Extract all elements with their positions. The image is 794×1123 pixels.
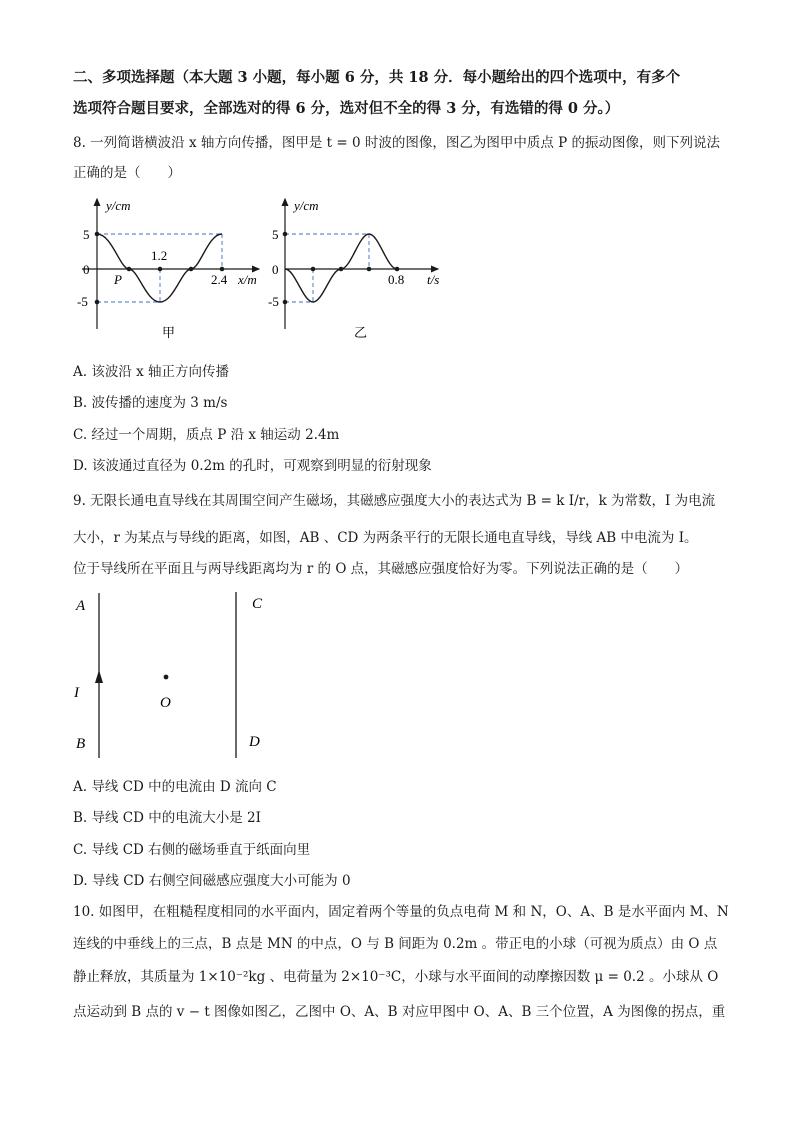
fig-right-tick-m5: -5 [268, 294, 279, 309]
fig-right-tick-0: 0 [272, 262, 279, 277]
q9-option-a: A. 导线 CD 中的电流由 D 流向 C [73, 779, 277, 795]
fig-right-tick-5: 5 [272, 227, 279, 242]
fig-left-label-P: P [114, 272, 122, 287]
q8-stem-line2: 正确的是（ ） [73, 165, 181, 181]
section-heading-line1: 二、多项选择题（本大题 3 小题，每小题 6 分，共 18 分．每小题给出的四个选项中，有多个 [73, 69, 681, 86]
section-heading-line2: 选项符合题目要求，全部选对的得 6 分，选对但不全的得 3 分，有选错的得 0 分。） [73, 100, 620, 117]
fig-left-label-1-2: 1.2 [151, 248, 168, 263]
q9-option-d: D. 导线 CD 右侧空间磁感应强度大小可能为 0 [73, 873, 351, 889]
label-I: I [74, 685, 79, 701]
q8-stem-line1: 8. 一列简谐横波沿 x 轴方向传播，图甲是 t = 0 时波的图像，图乙为图甲中质点 P 的振动图像，则下列说法 [73, 135, 721, 151]
fig-left-tick-0: 0 [83, 262, 90, 277]
fig-left-caption: 甲 [162, 325, 176, 340]
label-B: B [76, 736, 86, 752]
q9-option-c: C. 导线 CD 右侧的磁场垂直于纸面向里 [73, 842, 311, 858]
q9-wires-figure [70, 588, 290, 760]
q10-line4: 点运动到 B 点的 v − t 图像如图乙，乙图中 O、A、B 对应甲图中 O、A、B 三个位置，A 为图像的拐点，重 [73, 1004, 726, 1020]
fig-left-tick-m5: -5 [77, 294, 88, 309]
q8-option-d: D. 该波通过直径为 0.2m 的孔时，可观察到明显的衍射现象 [73, 458, 432, 474]
label-A: A [76, 598, 86, 614]
label-D: D [249, 734, 260, 750]
fig-left-xlabel: x/m [238, 272, 257, 287]
fig-left-tick-5: 5 [83, 227, 90, 242]
label-C: C [252, 596, 263, 612]
fig-left-ylabel: y/cm [106, 198, 131, 213]
q8-option-c: C. 经过一个周期，质点 P 沿 x 轴运动 2.4m [73, 427, 340, 443]
q9-stem-line2: 大小，r 为某点与导线的距离，如图，AB 、CD 为两条平行的无限长通电直导线，导线 AB 中电流为 I。 [73, 530, 698, 546]
fig-left-label-2-4: 2.4 [211, 272, 228, 287]
q8-wave-graph [74, 194, 274, 344]
q8-vibration-graph [270, 194, 450, 344]
q9-stem-line3: 位于导线所在平面且与两导线距离均为 r 的 O 点，其磁感应强度恰好为零。下列说法正确的是（ ） [73, 561, 689, 577]
q9-option-b: B. 导线 CD 中的电流大小是 2I [73, 810, 261, 826]
q8-option-b: B. 波传播的速度为 3 m/s [73, 395, 228, 411]
label-O: O [160, 695, 171, 711]
q10-line2: 连线的中垂线上的三点，B 点是 MN 的中点，O 与 B 间距为 0.2m 。带正电的小球（可视为质点）由 O 点 [73, 936, 718, 952]
fig-right-xlabel: t/s [427, 272, 440, 287]
current-arrow-icon [95, 670, 103, 683]
q9-stem-line1: 9. 无限长通电直导线在其周围空间产生磁场，其磁感应强度大小的表达式为 B = k I/r，k 为常数，I 为电流 [73, 493, 716, 509]
q10-line3: 静止释放，其质量为 1×10⁻²kg 、电荷量为 2×10⁻³C，小球与水平面间的动摩擦因数 μ = 0.2 。小球从 O [73, 969, 719, 985]
fig-right-caption: 乙 [354, 325, 368, 340]
fig-right-ylabel: y/cm [294, 198, 319, 213]
q8-option-a: A. 该波沿 x 轴正方向传播 [73, 364, 230, 380]
fig-right-label-0-8: 0.8 [388, 272, 405, 287]
q10-line1: 10. 如图甲，在粗糙程度相同的水平面内，固定着两个等量的负点电荷 M 和 N，O、A、B 是水平面内 M、N [73, 904, 729, 920]
